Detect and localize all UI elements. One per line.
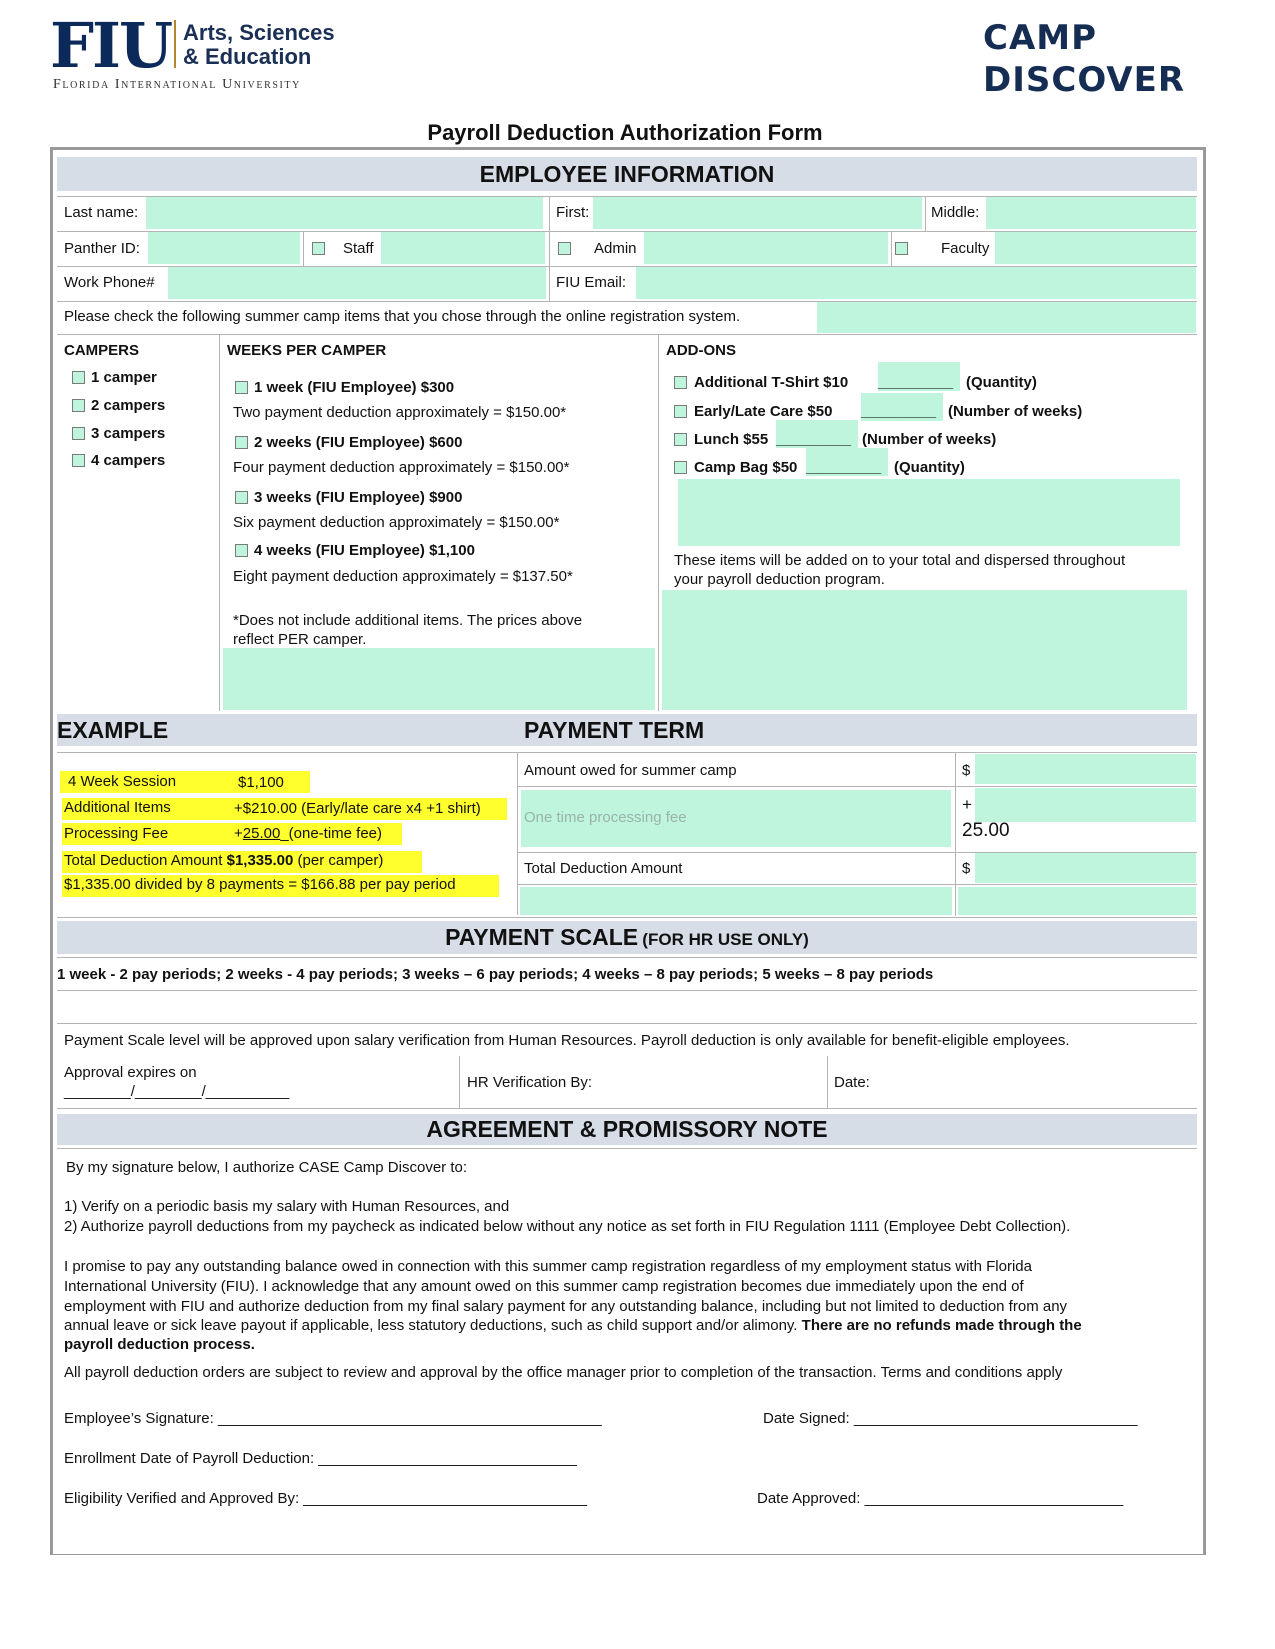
work-phone-label: Work Phone# — [64, 274, 155, 291]
example-additional-value: +$210.00 (Early/late care x4 +1 shirt) — [234, 800, 481, 817]
two-campers-label: 2 campers — [91, 397, 166, 414]
admin-checkbox[interactable] — [558, 242, 571, 255]
agreement-intro: By my signature below, I authorize CASE Camp Discover to: — [66, 1159, 468, 1176]
example-processing-plus: + — [234, 825, 243, 842]
enrollment-date-line[interactable]: Enrollment Date of Payroll Deduction: _______________________________ — [64, 1450, 577, 1467]
fiu-email-field[interactable] — [636, 267, 1196, 299]
fiu-logo-divider — [174, 20, 176, 68]
processing-fee-amount-field[interactable] — [975, 788, 1196, 822]
example-total-line — [64, 852, 383, 869]
care-checkbox[interactable] — [674, 405, 687, 418]
payment-scale-note: Payment Scale level will be approved upon salary verification from Human Resources. Payroll deduction is only available for benefit-eligible employees. — [64, 1032, 1070, 1049]
four-campers-label: 4 campers — [91, 452, 166, 469]
example-processing-label: Processing Fee — [64, 825, 169, 842]
four-weeks-label: 4 weeks (FIU Employee) $1,100 — [254, 542, 475, 559]
care-label: Early/Late Care $50 — [694, 403, 833, 420]
term-extra-field-left[interactable] — [520, 887, 952, 915]
approval-expires-label: Approval expires on — [64, 1064, 197, 1081]
lunch-checkbox[interactable] — [674, 433, 687, 446]
staff-label: Staff — [343, 240, 374, 257]
care-blank: _________ — [861, 403, 937, 420]
camp-logo-line2: DISCOVER — [983, 60, 1186, 100]
payment-scale-subtitle: (FOR HR USE ONLY) — [642, 930, 809, 949]
addons-note-line1: These items will be added on to your total and dispersed throughout — [674, 552, 1126, 569]
employee-signature-line[interactable]: Employee’s Signature: ______________________________________________ — [64, 1410, 602, 1427]
fiu-logo-mark: FIU — [50, 9, 172, 82]
addons-notes-field[interactable] — [678, 479, 1180, 546]
three-weeks-label: 3 weeks (FIU Employee) $900 — [254, 489, 463, 506]
staff-field[interactable] — [381, 232, 545, 264]
amount-owed-field[interactable] — [975, 754, 1196, 784]
example-title: EXAMPLE — [57, 717, 169, 743]
example-processing-amount: 25.00 — [242, 825, 281, 842]
one-week-label: 1 week (FIU Employee) $300 — [254, 379, 455, 396]
amount-owed-dollar: $ — [962, 762, 971, 779]
tshirt-blank: _________ — [878, 374, 954, 391]
agreement-header — [57, 1114, 1197, 1145]
weeks-footnote-line1: *Does not include additional items. The prices above — [233, 612, 583, 629]
fiu-logo-university: Florida International University — [53, 77, 301, 92]
addons-title: ADD-ONS — [666, 342, 736, 359]
eligibility-approved-line[interactable]: Eligibility Verified and Approved By: __________________________________ — [64, 1490, 587, 1507]
agreement-item1: 1) Verify on a periodic basis my salary with Human Resources, and — [64, 1198, 510, 1215]
example-total-amount: $1,335.00 — [226, 852, 294, 869]
total-deduction-dollar: $ — [962, 860, 971, 877]
payment-scale-title: PAYMENT SCALE — [445, 924, 639, 950]
lunch-label: Lunch $55 — [694, 431, 769, 448]
total-deduction-field[interactable] — [975, 853, 1196, 883]
weeks-notes-field[interactable] — [223, 648, 655, 710]
bag-label: Camp Bag $50 — [694, 459, 798, 476]
fiu-logo-line1: Arts, Sciences — [183, 20, 335, 45]
approval-expires-blank: ________/________/__________ — [64, 1083, 290, 1100]
example-processing-note: _(one-time fee) — [280, 825, 383, 842]
panther-id-field[interactable] — [148, 232, 300, 264]
agreement-para-line1: I promise to pay any outstanding balance owed in connection with this summer camp registration regardless of my employment status with Florida — [64, 1258, 1032, 1275]
middle-name-field[interactable] — [986, 197, 1196, 229]
employee-section-header — [57, 157, 1197, 191]
work-phone-field[interactable] — [168, 267, 546, 299]
panther-id-label: Panther ID: — [64, 240, 140, 257]
payment-term-title: PAYMENT TERM — [524, 717, 705, 743]
agreement-review: All payroll deduction orders are subject to review and approval by the office manager prior to completion of the transaction. Terms and conditions apply — [64, 1364, 1063, 1381]
employee-section-title: EMPLOYEE INFORMATION — [479, 161, 775, 187]
example-session-label: 4 Week Session — [68, 773, 177, 790]
agreement-item2: 2) Authorize payroll deductions from my paycheck as indicated below without any notice as set forth in FIU Regulation 1111 (Employee Debt Collection). — [64, 1218, 1071, 1235]
total-deduction-label: Total Deduction Amount — [524, 860, 683, 877]
hr-verification-label: HR Verification By: — [467, 1074, 593, 1091]
agreement-no-refunds: There are no refunds made through the — [801, 1317, 1082, 1334]
bag-blank: _________ — [806, 459, 882, 476]
two-campers-checkbox[interactable] — [72, 399, 85, 412]
lunch-unit: (Number of weeks) — [862, 431, 997, 448]
one-week-note: Two payment deduction approximately = $150.00* — [233, 404, 567, 421]
processing-fee-placeholder: One time processing fee — [524, 809, 687, 826]
example-total-suffix: (per camper) — [297, 852, 384, 869]
agreement-title: AGREEMENT & PROMISSORY NOTE — [426, 1116, 828, 1142]
two-weeks-label: 2 weeks (FIU Employee) $600 — [254, 434, 463, 451]
three-campers-label: 3 campers — [91, 425, 166, 442]
hr-date-label: Date: — [834, 1074, 870, 1091]
agreement-para-line3: employment with FIU and authorize deduction from my final salary payment for any outstanding balance, including but not limited to deduction from any — [64, 1298, 1068, 1315]
one-camper-label: 1 camper — [91, 369, 157, 386]
tshirt-unit: (Quantity) — [966, 374, 1037, 391]
payment-scale-header — [57, 921, 1197, 954]
lunch-blank: _________ — [776, 431, 852, 448]
four-campers-checkbox[interactable] — [72, 454, 85, 467]
agreement-no-refunds-2: payroll deduction process. — [64, 1336, 255, 1353]
staff-checkbox[interactable] — [312, 242, 325, 255]
four-weeks-checkbox[interactable] — [235, 544, 248, 557]
form-title: Payroll Deduction Authorization Form — [427, 120, 823, 145]
agreement-para-line4-text: annual leave or sick leave payout if applicable, less statutory deductions, such as child support and/or alimony. — [64, 1317, 798, 1334]
three-weeks-checkbox[interactable] — [235, 491, 248, 504]
care-unit: (Number of weeks) — [948, 403, 1083, 420]
processing-fee-plus: + — [962, 795, 972, 814]
last-name-label: Last name: — [64, 204, 139, 221]
one-camper-checkbox[interactable] — [72, 371, 85, 384]
weeks-title: WEEKS PER CAMPER — [227, 342, 387, 359]
example-session-value: $1,100 — [238, 774, 284, 791]
bag-checkbox[interactable] — [674, 461, 687, 474]
processing-fee-value: 25.00 — [962, 820, 1010, 841]
camp-logo-line1: CAMP — [983, 18, 1098, 58]
fiu-logo-line2: & Education — [183, 44, 312, 69]
check-instructions-field[interactable] — [817, 302, 1196, 333]
last-name-field[interactable] — [146, 197, 543, 229]
four-weeks-note: Eight payment deduction approximately = $137.50* — [233, 568, 573, 585]
three-weeks-note: Six payment deduction approximately = $150.00* — [233, 514, 560, 531]
weeks-footnote-line2: reflect PER camper. — [233, 631, 367, 648]
payment-scale-periods: 1 week - 2 pay periods; 2 weeks - 4 pay periods; 3 weeks – 6 pay periods; 4 weeks – 8 pay periods; 5 weeks – 8 pay periods — [57, 966, 934, 983]
fiu-email-label: FIU Email: — [556, 274, 627, 291]
first-name-label: First: — [556, 204, 590, 221]
admin-label: Admin — [594, 240, 637, 257]
tshirt-label: Additional T-Shirt $10 — [694, 374, 849, 391]
term-extra-field-right[interactable] — [958, 887, 1196, 915]
agreement-para-line2: International University (FIU). I acknowledge that any amount owed on this summer camp registration becomes due immediately upon the end of — [64, 1278, 1024, 1295]
example-total-prefix: Total Deduction Amount — [64, 852, 223, 869]
two-weeks-note: Four payment deduction approximately = $150.00* — [233, 459, 570, 476]
middle-name-label: Middle: — [931, 204, 980, 221]
admin-field[interactable] — [644, 232, 888, 264]
faculty-checkbox[interactable] — [895, 242, 908, 255]
example-processing-value — [234, 825, 382, 842]
bag-unit: (Quantity) — [894, 459, 965, 476]
campers-title: CAMPERS — [64, 342, 140, 359]
faculty-field[interactable] — [995, 232, 1196, 264]
addons-note-line2: your payroll deduction program. — [674, 571, 885, 588]
date-approved-line[interactable]: Date Approved: _______________________________ — [757, 1490, 1124, 1507]
first-name-field[interactable] — [593, 197, 922, 229]
one-week-checkbox[interactable] — [235, 381, 248, 394]
date-signed-line[interactable]: Date Signed: __________________________________ — [763, 1410, 1138, 1427]
addons-extra-field[interactable] — [662, 590, 1187, 710]
three-campers-checkbox[interactable] — [72, 427, 85, 440]
agreement-para-line4 — [64, 1317, 1082, 1334]
example-additional-label: Additional Items — [64, 799, 171, 816]
check-instructions: Please check the following summer camp items that you chose through the online registration system. — [64, 308, 741, 325]
amount-owed-label: Amount owed for summer camp — [524, 762, 737, 779]
tshirt-checkbox[interactable] — [674, 376, 687, 389]
two-weeks-checkbox[interactable] — [235, 436, 248, 449]
example-divided: $1,335.00 divided by 8 payments = $166.88 per pay period — [64, 876, 456, 893]
faculty-label: Faculty — [941, 240, 990, 257]
